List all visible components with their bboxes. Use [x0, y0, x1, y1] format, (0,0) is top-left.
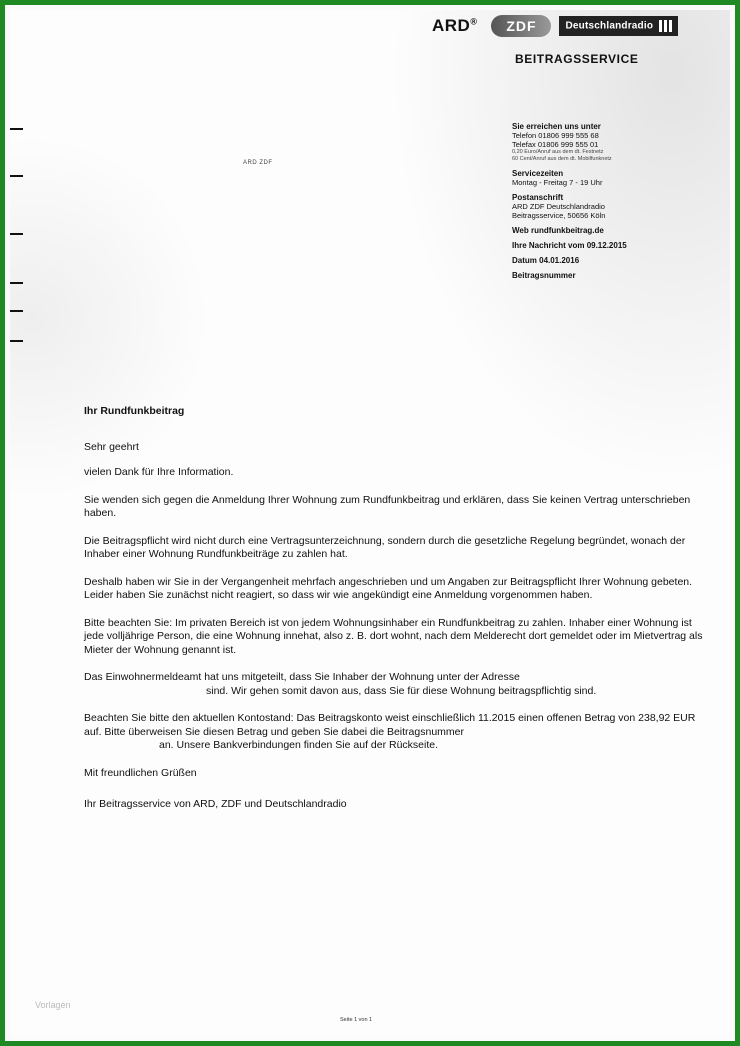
page-number: Seite 1 von 1 — [340, 1017, 373, 1023]
zdf-logo: ZDF — [491, 15, 551, 37]
watermark: Vorlagen — [35, 1000, 71, 1010]
web-address: Web rundfunkbeitrag.de — [512, 226, 604, 235]
signature: Ihr Beitragsservice von ARD, ZDF und Deutschlandradio — [84, 798, 347, 810]
reach-heading: Sie erreichen uns unter — [512, 122, 601, 131]
service-hours: Montag - Freitag 7 - 19 Uhr — [512, 178, 603, 187]
letter-date: Datum 04.01.2016 — [512, 256, 580, 265]
letter-subject: Ihr Rundfunkbeitrag — [84, 405, 185, 417]
your-message-date: Ihre Nachricht vom 09.12.2015 — [512, 241, 627, 250]
paragraph-3: Die Beitragspflicht wird nicht durch eine Vertragsunterzeichnung, sondern durch die gesetzliche Regelung begründet, wonach der Inhaber einer Wohnung Rundfunkbeiträge zu zahlen hat. — [84, 534, 686, 560]
service-hours-heading: Servicezeiten — [512, 169, 564, 178]
paragraph-7b: an. Unsere Bankverbindungen finden Sie auf der Rückseite. — [159, 739, 439, 751]
salutation: Sehr geehrt — [84, 440, 139, 453]
postal-line-2: Beitragsservice, 50656 Köln — [512, 211, 606, 220]
closing: Mit freundlichen Grüßen — [84, 766, 197, 779]
telefax: Telefax 01806 999 555 01 — [512, 140, 599, 149]
contact-block — [512, 122, 702, 286]
paragraph-7a: Beachten Sie bitte den aktuellen Kontostand: Das Beitragskonto weist einschließlich 11.2015 einen offenen Betrag von 238,92 EUR auf. Bitte überweisen Sie diesen Betrag und geben Sie dabei die Beitragsnummer — [84, 712, 696, 738]
paragraph-6a: Das Einwohnermeldeamt hat uns mitgeteilt, dass Sie Inhaber der Wohnung unter der Adresse — [84, 671, 520, 683]
fee-note-2: 60 Cent/Anruf aus dem dt. Mobilfunknetz — [512, 156, 612, 162]
postal-line-1: ARD ZDF Deutschlandradio — [512, 202, 605, 211]
deutschlandradio-logo: Deutschlandradio — [559, 16, 678, 36]
paragraph-5: Bitte beachten Sie: Im privaten Bereich ist von jedem Wohnungsinhaber ein Rundfunkbeitrag zu zahlen. Inhaber einer Wohnung ist jede volljährige Person, die eine Wohnung innehat, also z. B. dort wohnt, nach dem Melderecht dort gemeldet oder im Mietvertrag als Mieter der Wohnung genannt ist. — [84, 616, 703, 656]
postal-heading: Postanschrift — [512, 193, 564, 202]
paragraph-2: Sie wenden sich gegen die Anmeldung Ihrer Wohnung zum Rundfunkbeitrag und erklären, dass Sie keinen Vertrag unterschrieben haben. — [84, 493, 691, 519]
ard-logo: ARD® — [432, 16, 478, 35]
contribution-number-label: Beitragsnummer — [512, 271, 576, 280]
paragraph-6b: sind. Wir gehen somit davon aus, dass Sie für diese Wohnung beitragspflichtig sind. — [206, 684, 597, 697]
paragraph-4: Deshalb haben wir Sie in der Vergangenheit mehrfach angeschrieben und um Angaben zur Beitragspflicht Ihrer Wohnung gebeten. Leider haben Sie zunächst nicht reagiert, so dass wir wie angekündigt eine Anmeldung vorgenommen haben. — [84, 575, 693, 601]
sender-line: ARD ZDF — [243, 160, 273, 166]
broadcaster-logos — [432, 13, 678, 39]
telefon: Telefon 01806 999 555 68 — [512, 131, 599, 140]
beitragsservice-title: BEITRAGSSERVICE — [515, 52, 639, 66]
fee-note-1: 0,20 Euro/Anruf aus dem dt. Festnetz — [512, 149, 604, 155]
paragraph-1: vielen Dank für Ihre Information. — [84, 466, 234, 478]
letter-body — [84, 405, 710, 812]
